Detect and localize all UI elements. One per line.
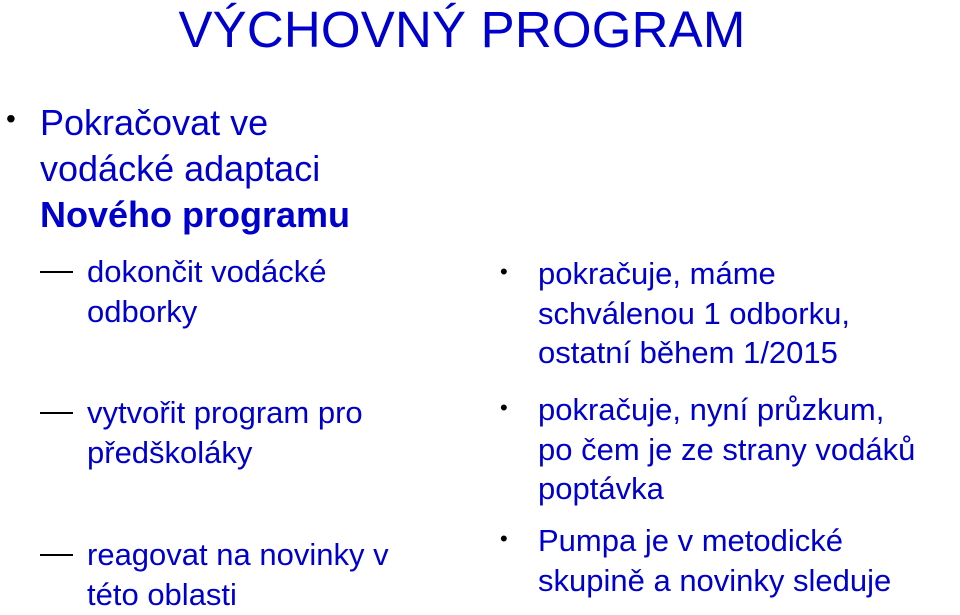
main-point — [40, 100, 460, 238]
left-column — [0, 0, 470, 610]
bullet-dot-icon: • — [6, 103, 16, 134]
status-item-line: schválenou 1 odborku, — [538, 295, 850, 331]
main-point-line: Pokračovat ve — [40, 102, 269, 143]
status-item-line: Pumpa je v metodické — [538, 523, 843, 558]
status-item-line: pokračuje, máme — [538, 256, 776, 291]
sub-item-line: dokončit vodácké — [87, 254, 327, 289]
status-item-line: ostatní během 1/2015 — [538, 335, 838, 370]
right-column — [490, 0, 960, 610]
main-point-line: vodácké adaptaci — [40, 148, 321, 189]
slide-title: VÝCHOVNÝ PROGRAM — [178, 1, 746, 58]
status-item-pruzkum — [538, 390, 958, 509]
status-item-line: skupině a novinky sleduje — [538, 562, 892, 598]
sub-item-line: odborky — [87, 294, 198, 329]
bullet-dot-icon: • — [500, 259, 508, 284]
status-item-line: poptávka — [538, 471, 664, 506]
dash-bullet-icon — [40, 412, 73, 414]
sub-item-line: předškoláky — [87, 435, 253, 470]
main-point-bold-line: Nového programu — [40, 194, 351, 235]
bullet-dot-icon: • — [500, 526, 508, 551]
status-item-line: po čem je ze strany vodáků — [538, 431, 916, 467]
status-item-pumpa — [538, 521, 958, 600]
bullet-dot-icon: • — [500, 395, 508, 420]
sub-item-line: vytvořit program pro — [87, 395, 363, 430]
status-item-odborky — [538, 254, 958, 373]
status-item-line: pokračuje, nyní průzkum, — [538, 392, 885, 427]
dash-bullet-icon — [40, 554, 73, 556]
sub-item-line: této oblasti — [87, 577, 237, 612]
sub-item-line: reagovat na novinky v — [87, 537, 389, 572]
dash-bullet-icon — [40, 271, 73, 273]
